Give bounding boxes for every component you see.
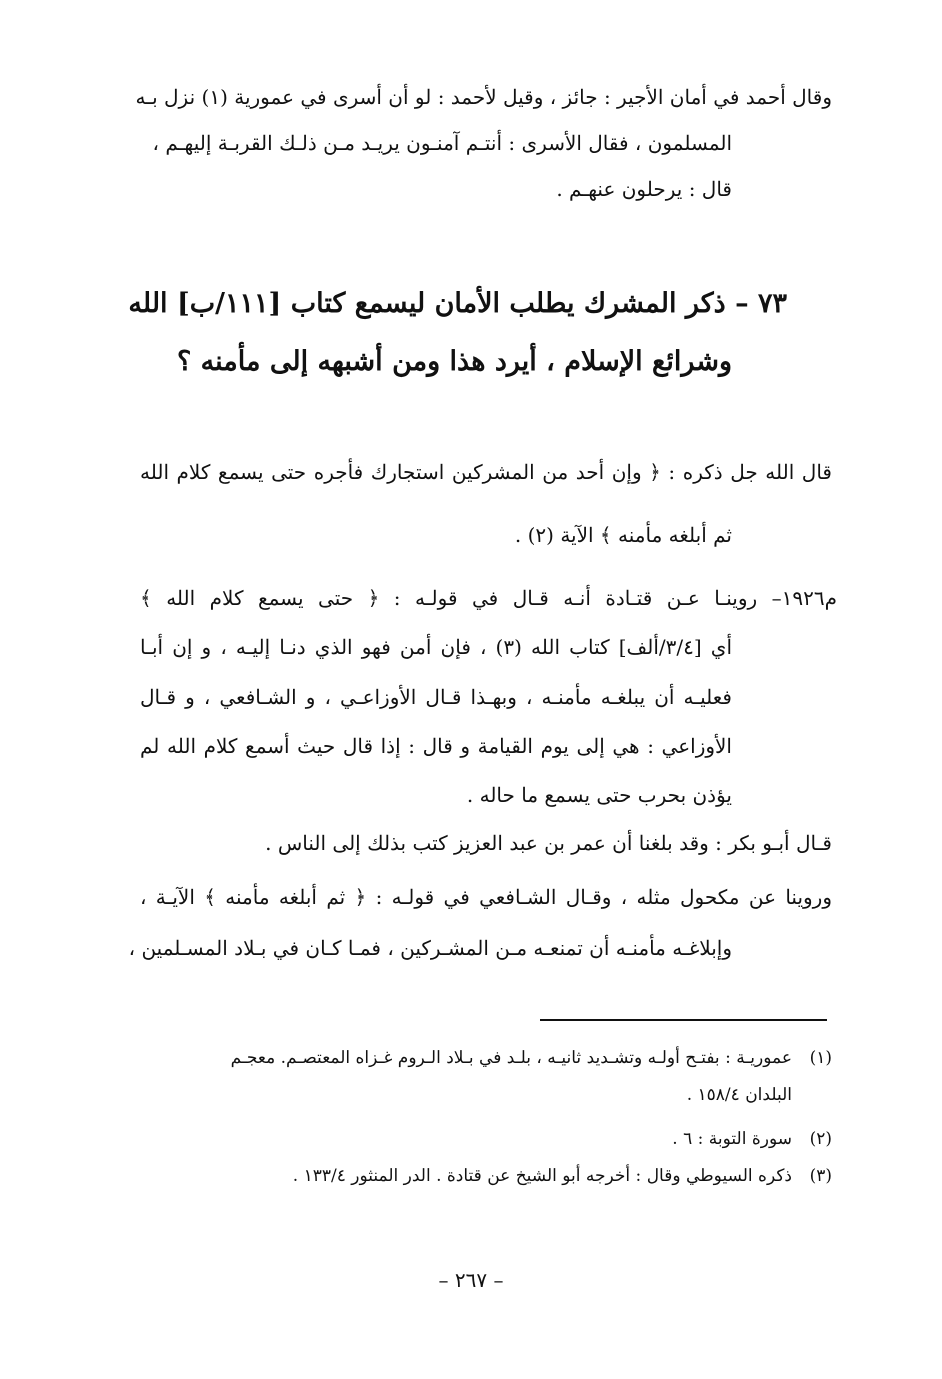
body-line: يؤذن بحرب حتى يسمع ما حاله .: [466, 783, 732, 807]
footnote-text: البلدان ١٥٨/٤ .: [686, 1085, 792, 1105]
body-line: فعليـه أن يبلغـه مأمنـه ، وبهـذا قـال الأوزاعـي ، و الشـافعي ، و قـال: [140, 685, 732, 709]
body-line: قال الله جل ذكره : ﴿ وإن أحد من المشركين استجارك فأجره حتى يسمع كلام الله: [140, 460, 832, 484]
body-line: وقال أحمد في أمان الأجير : جائز ، وقيل لأحمد : لو أن أسرى في عمورية (١) نزل بـه: [135, 85, 832, 109]
footnote: [140, 1045, 832, 1071]
body-line: ثم أبلغه مأمنه ﴾ الآية (٢) .: [514, 523, 732, 547]
section-heading: ٧٣ – ذكر المشرك يطلب الأمان ليسمع كتاب [١١١/ب] الله: [128, 288, 787, 319]
footnote-number: (١): [809, 1048, 832, 1068]
section-heading: وشرائع الإسلام ، أيرد هذا ومن أشبهه إلى مأمنه ؟: [176, 346, 732, 377]
body-line: قال : يرحلون عنهـم .: [556, 177, 732, 201]
footnote: [672, 1126, 832, 1152]
body-line: م١٩٢٦– روينـا عـن قتـادة أنـه قـال في قولـه : ﴿ حتى يسمع كلام الله ﴾: [140, 586, 837, 610]
body-line: المسلمون ، فقال الأسرى : أنتـم آمنـون يريـد مـن ذلـك القربـة إليهـم ،: [152, 131, 732, 155]
body-line: الأوزاعي : هي إلى يوم القيامة و قال : إذا قال حيث أسمع كلام الله لم: [140, 734, 732, 758]
footnote: [293, 1163, 832, 1189]
footnote-text: عموريـة : بفتـح أولـه وتشـديد ثانيـه ، بلـد في بـلاد الـروم غـزاه المعتصـم. معجـم: [230, 1048, 792, 1068]
body-line: وروينا عن مكحول مثله ، وقـال الشـافعي في قولـه : ﴿ ثم أبلغه مأمنه ﴾ الآيـة ،: [140, 885, 832, 909]
body-line: قـال أبـو بكر : وقد بلغنا أن عمر بن عبد العزيز كتب بذلك إلى الناس .: [265, 831, 832, 855]
footnote-number: (٣): [809, 1166, 832, 1186]
footnote-separator: [540, 1019, 827, 1021]
body-line: وإبلاغـه مأمنـه أن تمنعـه مـن المشـركين ، فمـا كـان في بـلاد المسـلمين ،: [128, 936, 732, 960]
footnote-text: ذكره السيوطي وقال : أخرجه أبو الشيخ عن قتادة . الدر المنثور ١٣٣/٤ .: [292, 1166, 792, 1186]
page-number: – ٢٦٧ –: [438, 1268, 504, 1292]
footnote-text: سورة التوبة : ٦ .: [672, 1129, 792, 1149]
footnote-number: (٢): [809, 1129, 832, 1149]
body-line: أي [٣/٤/ألف] كتاب الله (٣) ، فإن أمن فهو الذي دنـا إليـه ، و إن أبـا: [140, 635, 733, 659]
